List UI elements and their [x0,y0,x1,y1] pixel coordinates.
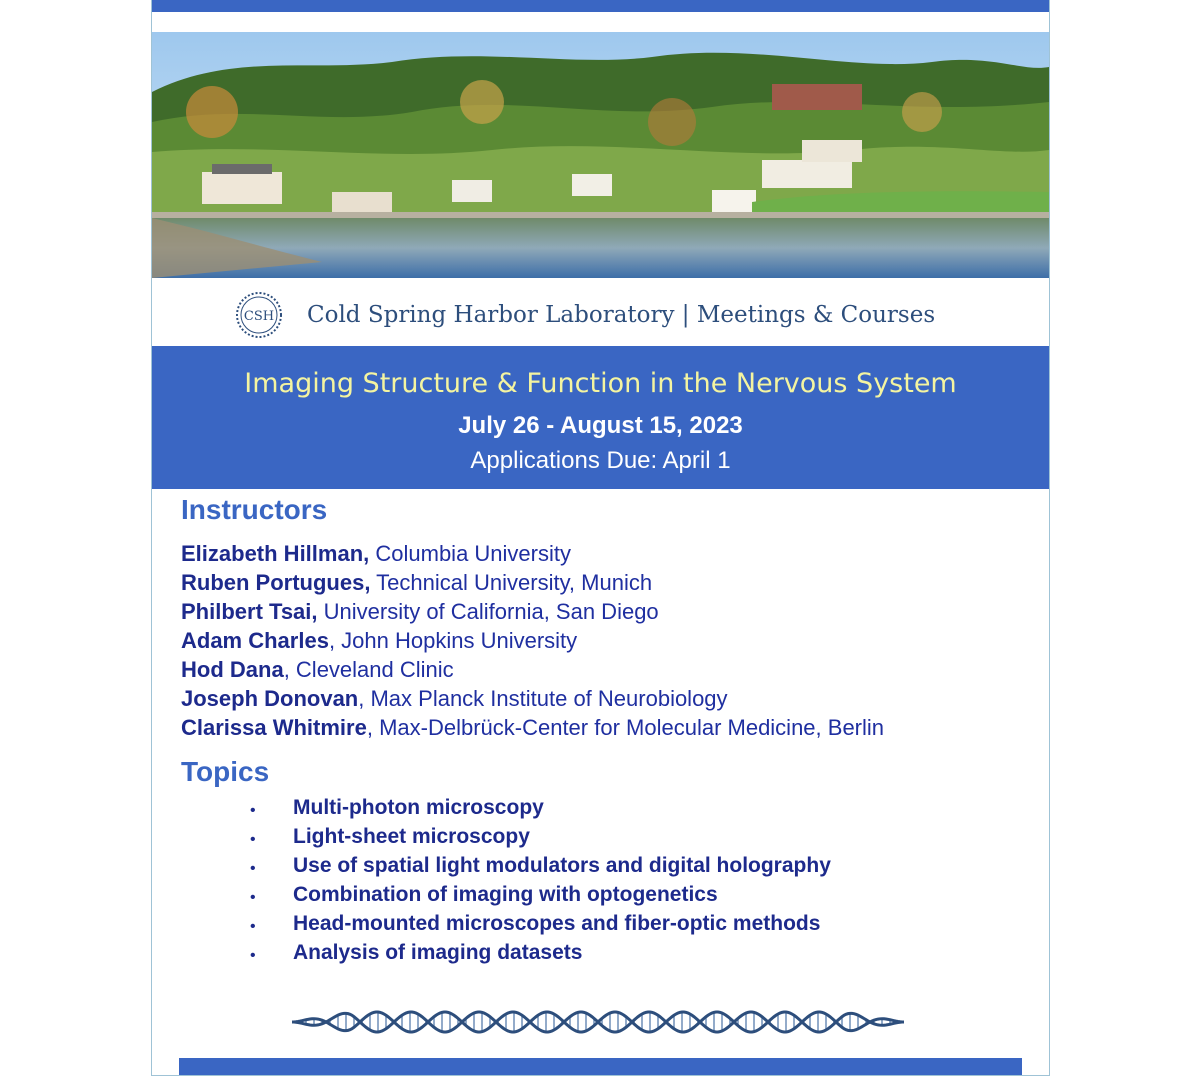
topic-text: Light-sheet microscopy [293,825,530,848]
instructor-item [181,715,884,744]
bullet-icon: • [250,918,256,935]
topic-item [250,825,831,854]
dna-helix-graphic [292,1008,904,1036]
instructors-list [181,541,884,744]
topic-item [250,941,831,970]
instructor-name: Clarissa Whitmire [181,715,367,740]
bottom-color-bar [179,1058,1022,1076]
instructor-affiliation: , Max Planck Institute of Neurobiology [358,686,728,711]
applications-due: Applications Due: April 1 [470,447,731,474]
bullet-icon: • [250,831,256,848]
instructor-item [181,657,884,686]
topic-text: Analysis of imaging datasets [293,941,583,964]
instructor-affiliation: , John Hopkins University [328,628,578,653]
instructor-name: Joseph Donovan [181,686,359,711]
instructor-name: Elizabeth Hillman, [181,541,370,566]
topic-item [250,883,831,912]
course-dates: July 26 - August 15, 2023 [458,412,743,439]
bullet-icon: • [250,889,256,906]
topic-text: Head-mounted microscopes and fiber-optic methods [293,912,821,935]
instructor-affiliation: , Cleveland Clinic [283,657,454,682]
topics-list [250,796,831,970]
instructor-item [181,686,884,715]
csh-logo [234,290,284,340]
topic-item [250,854,831,883]
instructor-name: Hod Dana [181,657,284,682]
instructor-item [181,570,884,599]
bullet-icon: • [250,947,256,964]
instructor-name: Adam Charles [181,628,329,653]
instructor-item [181,599,884,628]
instructors-heading: Instructors [181,494,328,525]
instructor-name: Philbert Tsai, [181,599,318,624]
instructor-affiliation: Technical University, Munich [370,570,653,595]
instructor-affiliation: University of California, San Diego [317,599,659,624]
topic-item [250,796,831,825]
flyer-page [151,0,1050,1076]
instructor-affiliation: , Max-Delbrück-Center for Molecular Medicine, Berlin [366,715,885,740]
topic-item [250,912,831,941]
instructor-item [181,541,884,570]
topic-text: Combination of imaging with optogenetics [293,883,718,906]
course-banner [152,346,1049,489]
topic-text: Use of spatial light modulators and digital holography [293,854,831,877]
top-color-bar [152,0,1049,12]
campus-photo [152,32,1049,278]
instructor-affiliation: Columbia University [369,541,571,566]
instructor-item [181,628,884,657]
brand-text: Cold Spring Harbor Laboratory | Meetings & Courses [307,302,936,328]
instructor-name: Ruben Portugues, [181,570,371,595]
topic-text: Multi-photon microscopy [293,796,544,819]
bullet-icon: • [250,860,256,877]
brand-header [152,288,1049,346]
svg-text:CSH: CSH [243,309,275,324]
course-title: Imaging Structure & Function in the Nervous System [244,368,957,399]
bullet-icon: • [250,802,256,819]
topics-heading: Topics [181,756,270,787]
